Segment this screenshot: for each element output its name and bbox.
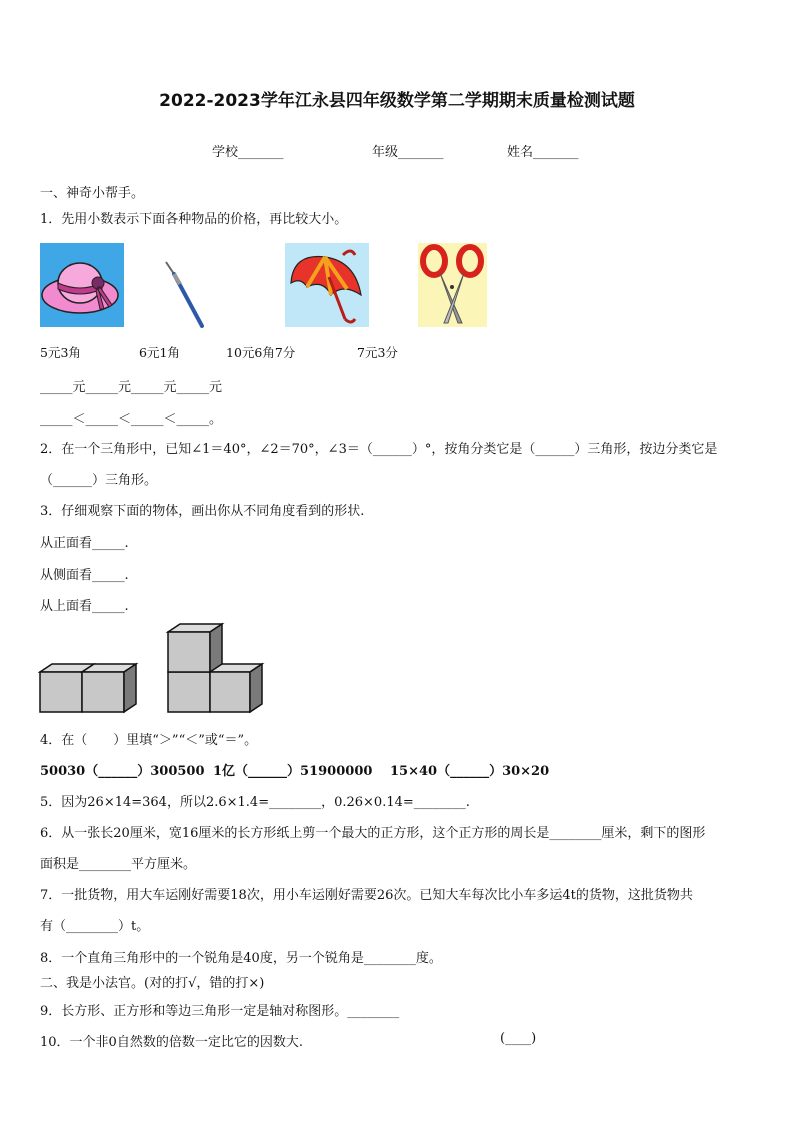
cubes-figure (38, 620, 268, 716)
section-2-heading: 二、我是小法官。(对的打√，错的打×) (40, 976, 265, 991)
school-field[interactable]: 学校_______ (212, 145, 284, 160)
price-umbrella: 10元6角7分 (226, 345, 296, 360)
hat-picture (40, 243, 124, 327)
page-title: 2022-2023学年江永县四年级数学第二学期期末质量检测试题 (159, 91, 635, 111)
question-7-line-2[interactable]: 有（________）t。 (40, 919, 150, 934)
q1-answer-compare[interactable]: _____＜_____＜_____＜_____。 (40, 412, 223, 427)
q4-item-3[interactable]: 15×40（______）30×20 (390, 764, 550, 779)
umbrella-icon (285, 243, 369, 327)
q4-item-2[interactable]: 1亿（______）51900000 (213, 764, 373, 779)
price-pen: 6元1角 (139, 345, 180, 360)
question-7-line-1: 7．一批货物，用大车运刚好需要18次，用小车运刚好需要26次。已知大车每次比小车多运4t的货物，这批货物共 (40, 888, 693, 903)
question-2-line-2: （______）三角形。 (40, 473, 158, 488)
q3-front-view[interactable]: 从正面看_____. (40, 536, 129, 551)
q10-answer-blank[interactable]: (____) (500, 1031, 537, 1046)
pen-picture (160, 258, 210, 330)
umbrella-picture (285, 243, 369, 327)
question-1: 1．先用小数表示下面各种物品的价格，再比较大小。 (40, 212, 348, 227)
question-4: 4．在（ ）里填“＞”“＜”或“＝”。 (40, 733, 258, 748)
question-6-line-2[interactable]: 面积是________平方厘米。 (40, 857, 197, 872)
q3-top-view[interactable]: 从上面看_____. (40, 599, 129, 614)
scissors-icon (418, 243, 487, 327)
question-2-line-1: 2．在一个三角形中，已知∠1＝40°，∠2＝70°，∠3＝（______）°，按角分类它是（______）三角形，按边分类它是 (40, 442, 718, 457)
question-8[interactable]: 8．一个直角三角形中的一个锐角是40度，另一个锐角是________度。 (40, 951, 442, 966)
scissors-picture (418, 243, 487, 327)
price-hat: 5元3角 (40, 345, 81, 360)
q1-answer-yuan[interactable]: _____元_____元_____元_____元 (40, 380, 223, 395)
question-10: 10．一个非0自然数的倍数一定比它的因数大. (40, 1035, 303, 1050)
price-scissors: 7元3分 (357, 345, 398, 360)
question-3: 3．仔细观察下面的物体，画出你从不同角度看到的形状. (40, 504, 365, 519)
question-5[interactable]: 5．因为26×14=364，所以2.6×1.4=________，0.26×0.14=________. (40, 795, 470, 810)
hat-icon (40, 243, 124, 327)
name-field[interactable]: 姓名_______ (507, 145, 579, 160)
q3-side-view[interactable]: 从侧面看_____. (40, 568, 129, 583)
question-9[interactable]: 9．长方形、正方形和等边三角形一定是轴对称图形。________ (40, 1004, 400, 1019)
question-6-line-1: 6．从一张长20厘米，宽16厘米的长方形纸上剪一个最大的正方形，这个正方形的周长是________厘米，剩下的图形 (40, 826, 706, 841)
pen-icon (160, 258, 210, 330)
section-1-heading: 一、神奇小帮手。 (40, 186, 145, 201)
q4-item-1[interactable]: 50030（______）300500 (40, 764, 205, 779)
grade-field[interactable]: 年级_______ (372, 145, 444, 160)
